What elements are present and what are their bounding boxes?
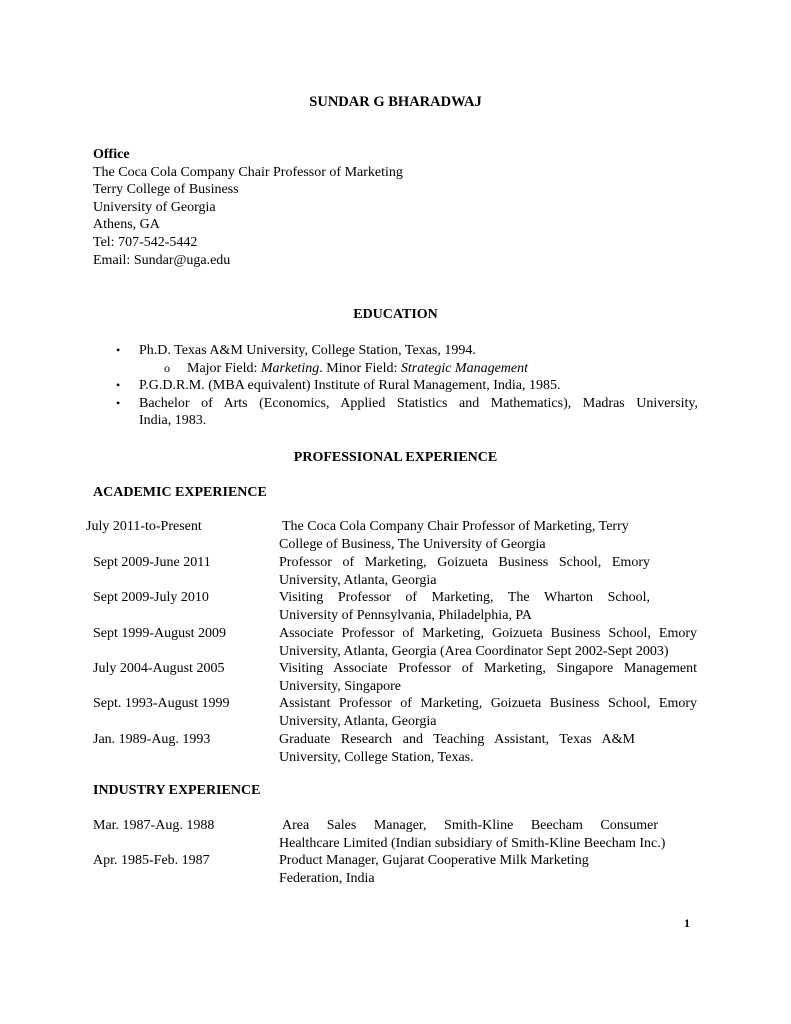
office-line: Athens, GA xyxy=(93,217,160,233)
office-line: Terry College of Business xyxy=(93,182,239,198)
academic-date: Jan. 1989-Aug. 1993 xyxy=(93,732,211,747)
page-number: 1 xyxy=(684,916,690,930)
office-heading: Office xyxy=(93,147,130,162)
education-list xyxy=(116,342,698,430)
bullet-icon: • xyxy=(116,378,121,393)
education-item-ba: • Bachelor of Arts (Economics, Applied Statistics and Mathematics), Madras University, India, 1983. xyxy=(116,395,698,429)
industry-date: Apr. 1985-Feb. 1987 xyxy=(93,853,210,868)
academic-desc: Assistant Professor of Marketing, Goizueta Business School, Emory University, Atlanta, Georgia xyxy=(279,696,697,729)
document-title: SUNDAR G BHARADWAJ xyxy=(309,94,482,110)
industry-date: Mar. 1987-Aug. 1988 xyxy=(93,818,215,833)
academic-date: Sept 2009-June 2011 xyxy=(93,555,211,570)
office-section xyxy=(93,146,403,269)
academic-date: July 2011-to-Present xyxy=(86,519,202,534)
academic-date: Sept. 1993-August 1999 xyxy=(93,696,230,711)
office-email: Email: Sundar@uga.edu xyxy=(93,252,231,268)
bullet-icon: • xyxy=(116,395,121,410)
circle-bullet-icon: o xyxy=(164,360,170,375)
academic-date: Sept 1999-August 2009 xyxy=(93,626,226,641)
industry-desc: Area Sales Manager, Smith-Kline Beecham Consumer Healthcare Limited (Indian subsidiary of Smith-Kline Beecham Inc.) xyxy=(279,818,666,851)
education-item-phd: • Ph.D. Texas A&M University, College Station, Texas, 1994. xyxy=(116,343,476,358)
professional-heading: PROFESSIONAL EXPERIENCE xyxy=(293,450,498,465)
industry-heading: INDUSTRY EXPERIENCE xyxy=(93,783,261,798)
academic-desc: Associate Professor of Marketing, Goizueta Business School, Emory University, Atlanta, Georgia (Area Coordinator Sept 2002-Sept 2003) xyxy=(279,626,697,659)
education-heading: EDUCATION xyxy=(353,307,438,322)
academic-desc: Professor of Marketing, Goizueta Business School, Emory University, Atlanta, Georgia xyxy=(279,555,650,588)
academic-desc: Visiting Associate Professor of Marketing, Singapore Management University, Singapore xyxy=(279,661,697,694)
office-line: University of Georgia xyxy=(93,199,216,215)
academic-desc: Visiting Professor of Marketing, The Wharton School, University of Pennsylvania, Philadelphia, PA xyxy=(279,590,650,623)
academic-date: Sept 2009-July 2010 xyxy=(93,590,209,605)
education-subitem-fields: o Major Field: Marketing. Minor Field: Strategic Management xyxy=(164,360,529,376)
office-line: The Coca Cola Company Chair Professor of Marketing xyxy=(93,164,403,180)
academic-date: July 2004-August 2005 xyxy=(93,661,225,676)
academic-desc: Graduate Research and Teaching Assistant, Texas A&M University, College Station, Texas. xyxy=(279,732,635,765)
bullet-icon: • xyxy=(116,343,121,357)
academic-heading: ACADEMIC EXPERIENCE xyxy=(93,485,267,500)
industry-desc: Product Manager, Gujarat Cooperative Milk Marketing Federation, India xyxy=(279,853,589,886)
education-item-pgdrm: • P.G.D.R.M. (MBA equivalent) Institute of Rural Management, India, 1985. xyxy=(116,378,561,394)
academic-desc: The Coca Cola Company Chair Professor of Marketing, Terry College of Business, The University of Georgia xyxy=(279,519,629,552)
office-line: Tel: 707-542-5442 xyxy=(93,234,198,250)
